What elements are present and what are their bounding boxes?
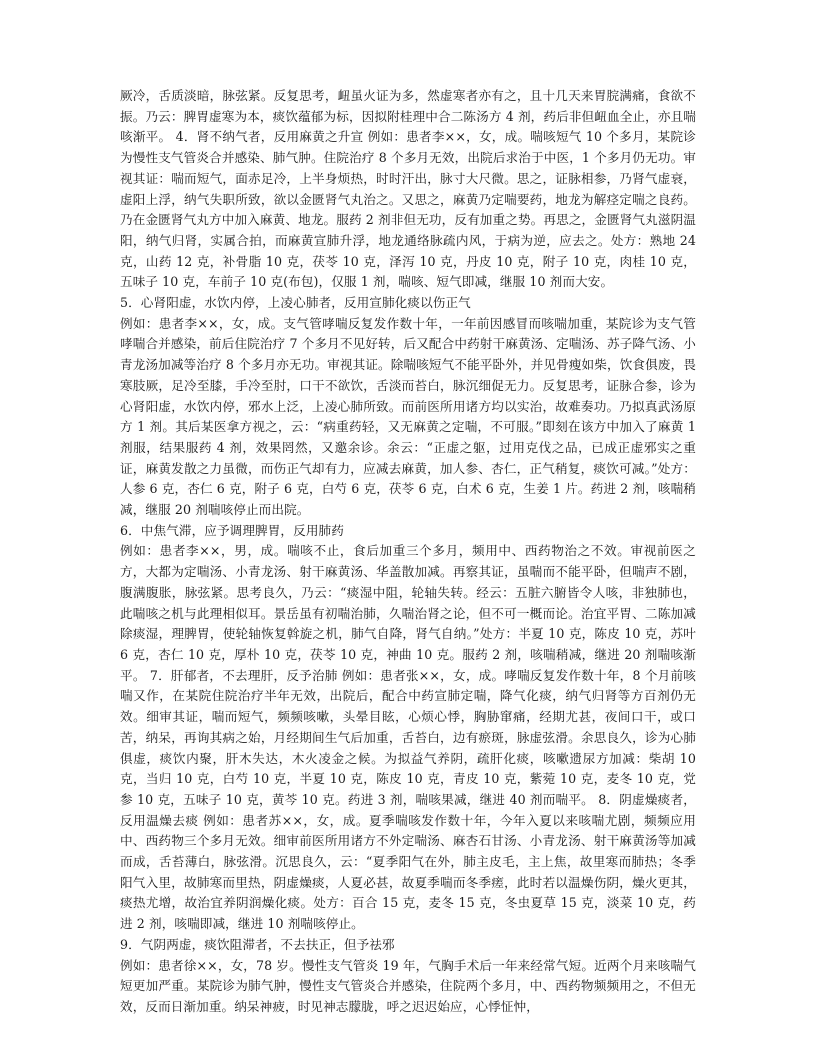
paragraph-case-3-4: 厥冷，舌质淡暗，脉弦紧。反复思考，衄虽火证为多，然虚寒者亦有之，且十几天来胃脘满痛，食欲不振。乃云：脾胃虚寒为本，痰饮蕴郁为标，因拟附桂理中合二陈汤方 4 剂，药后非但衄血全止，亦且喘咳渐平。 4．肾不纳气者，反用麻黄之升宣 例如：患者李××，女，成。喘咳短气 10 个多月，某院诊为慢性支气管炎合并感染、肺气肿。住院治疗 8 个多月无效，出院后求治于中医，1 个多月仍无功。审视其证：喘而短气，面赤足冷，上半身烦热，时时汗出，脉寸大尺微。思之，证脉相参，乃肾气虚衰，虚阳上浮，纳气失职所致，欲以金匮肾气丸治之。又思之，麻黄乃定喘要药，地龙为解痉定喘之良药。乃在金匮肾气丸方中加入麻黄、地龙。服药 2 剂非但无功，反有加重之势。再思之，金匮肾气丸滋阴温阳，纳气归肾，实属合拍，而麻黄宣肺升浮，地龙通络脉疏内风，于病为逆，应去之。处方：熟地 24 克，山药 12 克，补骨脂 10 克，茯苓 10 克，泽泻 10 克，丹皮 10 克，附子 10 克，肉桂 10 克，五味子 10 克，车前子 10 克(布包)，仅服 1 剂，喘咳、短气即减，继服 10 剂而大安。 — [120, 88, 696, 290]
document-page — [120, 86, 696, 1018]
heading-case-9: 9．气阴两虚，痰饮阻滞者，不去扶正，但予祛邪 — [120, 936, 395, 952]
heading-case-6: 6．中焦气滞，应予调理脾胃，反用肺药 — [120, 522, 344, 538]
paragraph-case-6-8: 例如：患者李××，男，成。喘咳不止，食后加重三个多月，频用中、西药物治之不效。审视前医之方，大都为定喘汤、小青龙汤、射干麻黄汤、华盖散加减。再察其证，虽喘而不能平卧，但喘声不剧，腹满腹胀，脉弦紧。思考良久，乃云：“痰湿中阻，轮轴失转。经云：五脏六腑皆令人咳，非独肺也，此喘咳之机与此理相似耳。景岳虽有初喘治肺，久喘治肾之论，但不可一概而论。治宜平胃、二陈加减除痰湿，理脾胃，使轮轴恢复斡旋之机，肺气自降，肾气自纳。”处方：半夏 10 克，陈皮 10 克，苏叶 6 克，杏仁 10 克，厚朴 10 克，茯苓 10 克，神曲 10 克。服药 2 剂，咳喘稍减，继进 20 剂喘咳渐平。 7．肝郁者，不去理肝，反予治肺 例如：患者张××，女，成。哮喘反复发作数十年，8 个月前咳喘又作，在某院住院治疗半年无效，出院后，配合中药宣肺定喘，降气化痰，纳气归肾等方百剂仍无效。细审其证，喘而短气，频频咳嗽，头晕目眩，心烦心悸，胸胁窜痛，经期尤甚，夜间口干，或口苦，纳呆，再询其病之始，月经期间生气后加重，舌苔白，边有瘀斑，脉虚弦滑。余思良久，诊为心肺俱虚，痰饮内聚，肝木失达，木火凌金之候。为拟益气养阴，疏肝化痰，咳嗽遗尿方加减：柴胡 10 克，当归 10 克，白芍 10 克，半夏 10 克，陈皮 10 克，青皮 10 克，紫菀 10 克，麦冬 10 克，党参 10 克，五味子 10 克，黄芩 10 克。药进 3 剂，喘咳果减，继进 40 剂而喘平。 8．阴虚燥痰者，反用温燥去痰 例如：患者苏××，女，成。夏季喘咳发作数十年，今年入夏以来咳喘尤剧，频频应用中、西药物三个多月无效。细审前医所用诸方不外定喘汤、麻杏石甘汤、小青龙汤、射干麻黄汤等加减而成，舌苔薄白，脉弦滑。沉思良久，云：“夏季阳气在外，肺主皮毛，主上焦，故里寒而肺热；冬季阳气入里，故肺寒而里热，阴虚燥痰，人夏必甚，故夏季喘而冬季瘥，此时若以温燥伤阴，燥火更其，痰热尤增，故治宜养阴润燥化痰。处方：百合 15 克，麦冬 15 克，冬虫夏草 15 克，淡菜 10 克，药进 2 剂，咳喘即减，继进 10 剂喘咳停止。 — [120, 543, 696, 932]
heading-case-5: 5．心肾阳虚，水饮内停，上凌心肺者，反用宣肺化痰以伤正气 — [120, 295, 471, 311]
paragraph-case-5: 例如：患者李××，女，成。支气管哮喘反复发作数十年，一年前因感冒而咳喘加重，某院诊为支气管哮喘合并感染，前后住院治疗 7 个多月不见好转，后又配合中药射干麻黄汤、定喘汤、苏子降气汤、小青龙汤加减等治疗 8 个多月亦无功。审视其证。除喘咳短气不能平卧外，并见骨瘦如柴，饮食俱废，畏寒肢厥，足冷至膝，手冷至肘，口干不欲饮，舌淡而苔白，脉沉细促无力。反复思考，证脉合参，诊为心肾阳虚，水饮内停，邪水上泛，上凌心肺所致。而前医所用诸方均以实治，故难奏功。乃拟真武汤原方 1 剂。其后某医拿方视之，云：“病重药轻，又无麻黄之定喘，不可服。”即刻在该方中加入了麻黄 1 剂服，结果服药 4 剂，效果罔然，又邀余诊。余云：“正虚之躯，过用克伐之品，已成正虚邪实之重证，麻黄发散之力虽微，而伤正气却有力，应减去麻黄，加人参、杏仁，正气稍复，痰饮可减。”处方：人参 6 克，杏仁 6 克，附子 6 克，白芍 6 克，茯苓 6 克，白术 6 克，生姜 1 片。药进 2 剂，咳喘稍减，继服 20 剂喘咳停止而出院。 — [120, 315, 696, 518]
paragraph-case-9: 例如：患者徐××，女，78 岁。慢性支气管炎 19 年，气胸手术后一年来经常气短。近两个月来咳喘气短更加严重。某院诊为肺气肿，慢性支气管炎合并感染，住院两个多月，中、西药物频频用之，不但无效，反而日渐加重。纳呆神疲，时见神志朦胧，呼之迟迟始应，心悸怔忡， — [120, 957, 696, 1014]
